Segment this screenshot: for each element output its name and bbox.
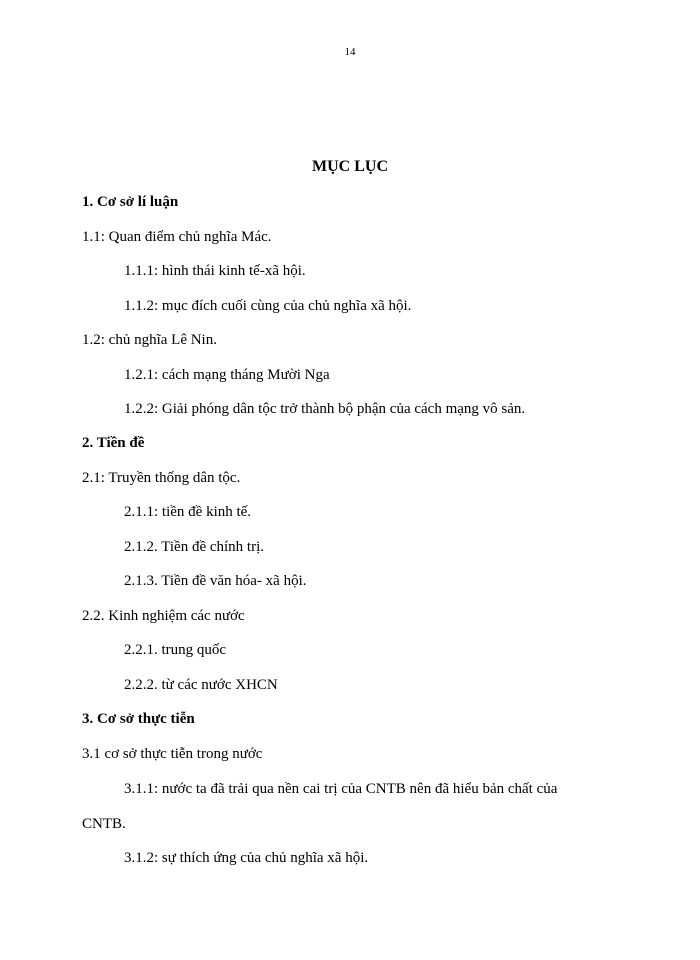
toc-entry-2-1: 2.1: Truyền thống dân tộc.	[82, 470, 241, 486]
toc-entry-3-1: 3.1 cơ sở thực tiễn trong nước	[82, 746, 263, 762]
toc-entry-section-2: 2. Tiền đề	[82, 435, 145, 451]
toc-entry-section-1: 1. Cơ sở lí luận	[82, 194, 179, 210]
toc-entry-3-1-1-continued: CNTB.	[82, 816, 126, 832]
toc-entry-1-2-2: 1.2.2: Giải phóng dân tộc trở thành bộ phận của cách mạng vô sản.	[124, 401, 526, 417]
toc-entry-1-1-1: 1.1.1: hình thái kinh tế-xã hội.	[124, 263, 306, 279]
toc-entry-2-2: 2.2. Kinh nghiệm các nước	[82, 608, 245, 624]
toc-entry-2-1-2: 2.1.2. Tiền đề chính trị.	[124, 539, 265, 555]
toc-entry-2-1-1: 2.1.1: tiền đề kinh tế.	[124, 504, 252, 520]
page-number: 14	[344, 46, 356, 58]
toc-entry-section-3: 3. Cơ sở thực tiễn	[82, 711, 195, 727]
toc-entry-2-1-3: 2.1.3. Tiền đề văn hóa- xã hội.	[124, 573, 307, 589]
toc-entry-3-1-2: 3.1.2: sự thích ứng của chủ nghĩa xã hội.	[124, 850, 369, 866]
toc-entry-1-2: 1.2: chủ nghĩa Lê Nin.	[82, 332, 217, 348]
toc-title: MỤC LỤC	[312, 158, 388, 175]
toc-entry-2-2-1: 2.2.1. trung quốc	[124, 642, 227, 658]
toc-entry-1-2-1: 1.2.1: cách mạng tháng Mười Nga	[124, 367, 330, 383]
toc-entry-2-2-2: 2.2.2. từ các nước XHCN	[124, 677, 278, 693]
toc-entry-1-1-2: 1.1.2: mục đích cuối cùng của chủ nghĩa xã hội.	[124, 298, 412, 314]
toc-entry-1-1: 1.1: Quan điểm chủ nghĩa Mác.	[82, 229, 272, 245]
toc-entry-3-1-1: 3.1.1: nước ta đã trải qua nền cai trị của CNTB nên đã hiểu bản chất của	[124, 781, 558, 797]
